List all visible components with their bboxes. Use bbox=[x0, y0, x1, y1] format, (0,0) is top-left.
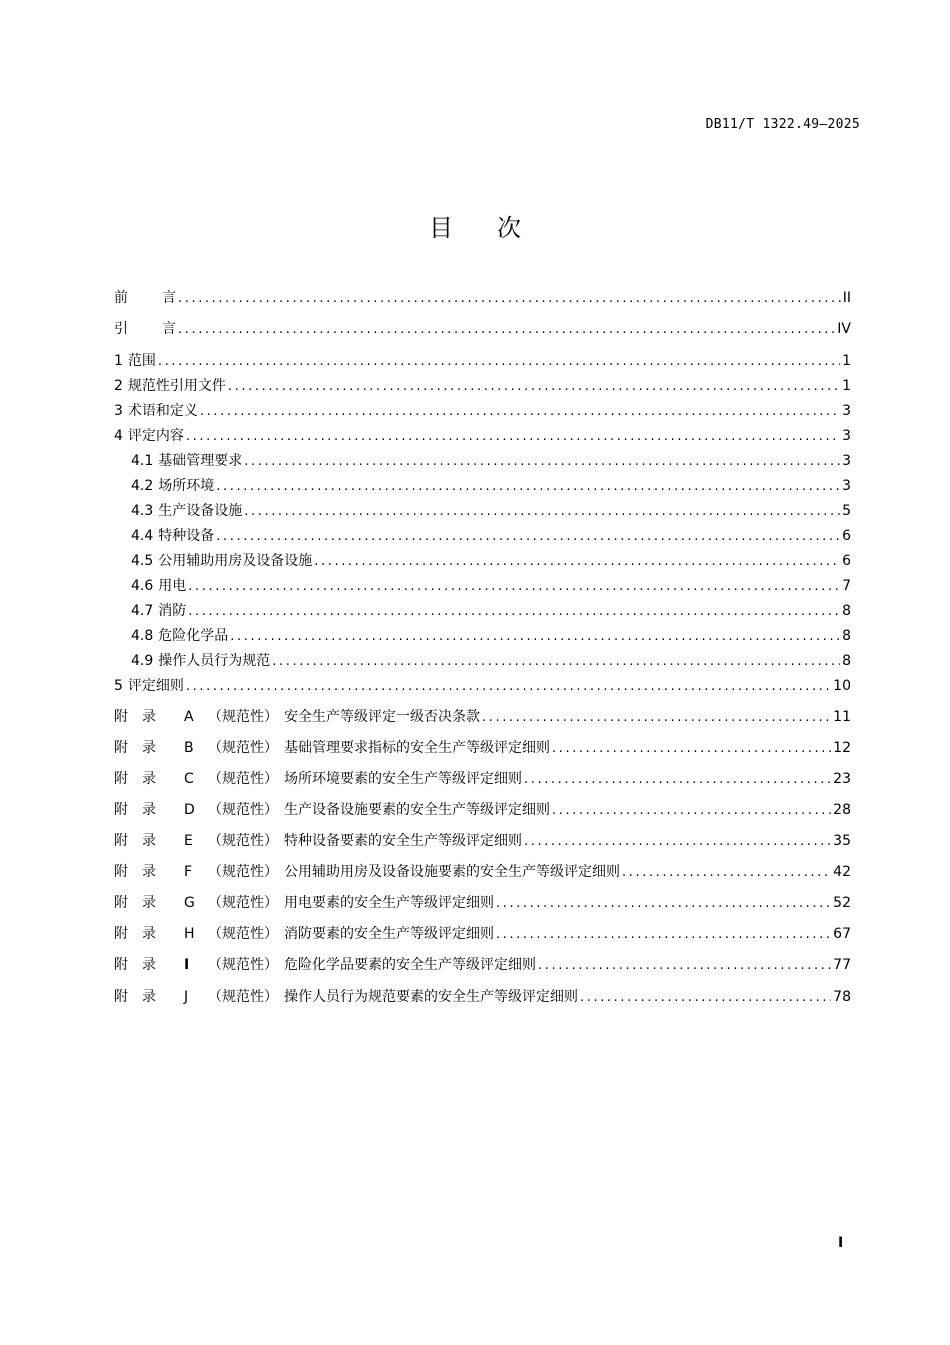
toc-page-number: 12 bbox=[833, 740, 851, 756]
toc-entry-title: 4.4 特种设备 bbox=[131, 528, 215, 544]
toc-entry-title: 引 言 bbox=[114, 321, 176, 337]
toc-entry-title: 4.5 公用辅助用房及设备设施 bbox=[131, 553, 313, 569]
toc-entry-title: 附 录 F （规范性） 公用辅助用房及设备设施要素的安全生产等级评定细则 bbox=[114, 864, 620, 880]
toc-page-number: 1 bbox=[842, 353, 851, 369]
toc-entry-appendix-b[interactable] bbox=[114, 737, 851, 759]
title-char-2: 次 bbox=[497, 214, 521, 242]
toc-page-number: 3 bbox=[842, 453, 851, 469]
page-footer-number: I bbox=[838, 1235, 844, 1251]
toc-page-number: 7 bbox=[842, 578, 851, 594]
toc-page-number: 52 bbox=[833, 895, 851, 911]
toc-entry-title: 4 评定内容 bbox=[114, 428, 184, 444]
toc-entry-title: 附 录 A （规范性） 安全生产等级评定一级否决条款 bbox=[114, 709, 480, 725]
toc-entry-section[interactable] bbox=[114, 425, 851, 447]
toc-entry-title: 附 录 C （规范性） 场所环境要素的安全生产等级评定细则 bbox=[114, 771, 522, 787]
toc-page-number: 35 bbox=[833, 833, 851, 849]
dot-leader bbox=[188, 601, 840, 623]
dot-leader bbox=[314, 551, 840, 573]
toc-entry-title: 附 录 J （规范性） 操作人员行为规范要素的安全生产等级评定细则 bbox=[114, 989, 578, 1005]
toc-entry-appendix-a[interactable] bbox=[114, 706, 851, 728]
toc-page-number: 11 bbox=[833, 709, 851, 725]
toc-page-number: 3 bbox=[842, 478, 851, 494]
toc-page-number: II bbox=[842, 290, 851, 306]
toc-page-number: 8 bbox=[842, 628, 851, 644]
toc-entry-subsection[interactable] bbox=[131, 525, 851, 547]
toc-entry-title: 附 录 D （规范性） 生产设备设施要素的安全生产等级评定细则 bbox=[114, 802, 550, 818]
toc-entry-title: 4.8 危险化学品 bbox=[131, 628, 229, 644]
toc-page-number: 8 bbox=[842, 603, 851, 619]
dot-leader bbox=[186, 676, 831, 698]
toc-entry-subsection[interactable] bbox=[131, 600, 851, 622]
toc-entry-title: 2 规范性引用文件 bbox=[114, 378, 226, 394]
dot-leader bbox=[524, 831, 831, 853]
toc-entry-subsection[interactable] bbox=[131, 575, 851, 597]
toc-page-number: IV bbox=[837, 321, 851, 337]
toc-page-number: 3 bbox=[842, 428, 851, 444]
toc-page-number: 1 bbox=[842, 378, 851, 394]
toc-entry-appendix-i[interactable] bbox=[114, 954, 851, 976]
toc-entry-subsection[interactable] bbox=[131, 475, 851, 497]
toc-entry-title: 3 术语和定义 bbox=[114, 403, 198, 419]
toc-entry-subsection[interactable] bbox=[131, 550, 851, 572]
toc-page-number: 28 bbox=[833, 802, 851, 818]
toc-entry-subsection[interactable] bbox=[131, 450, 851, 472]
toc-entry-appendix-h[interactable] bbox=[114, 923, 851, 945]
toc-entry-subsection[interactable] bbox=[131, 625, 851, 647]
toc-entry-subsection[interactable] bbox=[131, 650, 851, 672]
dot-leader bbox=[178, 319, 835, 341]
title-char-1: 目 bbox=[429, 214, 453, 242]
dot-leader bbox=[230, 626, 840, 648]
toc-entry-subsection[interactable] bbox=[131, 500, 851, 522]
dot-leader bbox=[186, 426, 840, 448]
toc-entry-section[interactable] bbox=[114, 375, 851, 397]
toc-page-number: 8 bbox=[842, 653, 851, 669]
dot-leader bbox=[228, 376, 840, 398]
toc-entry-title: 前 言 bbox=[114, 290, 176, 306]
toc-page-number: 78 bbox=[833, 989, 851, 1005]
toc-page-number: 6 bbox=[842, 528, 851, 544]
toc-page-number: 6 bbox=[842, 553, 851, 569]
toc-entry-appendix-j[interactable] bbox=[114, 986, 851, 1008]
toc-page-number: 5 bbox=[842, 503, 851, 519]
toc-entry-title: 4.3 生产设备设施 bbox=[131, 503, 243, 519]
toc-entry-introduction[interactable] bbox=[114, 318, 851, 340]
dot-leader bbox=[158, 351, 840, 373]
toc-entry-title: 4.1 基础管理要求 bbox=[131, 453, 243, 469]
toc-entry-title: 附 录 B （规范性） 基础管理要求指标的安全生产等级评定细则 bbox=[114, 740, 550, 756]
dot-leader bbox=[622, 862, 831, 884]
dot-leader bbox=[482, 707, 831, 729]
toc-entry-title: 附 录 E （规范性） 特种设备要素的安全生产等级评定细则 bbox=[114, 833, 522, 849]
toc-page-number: 42 bbox=[833, 864, 851, 880]
doc-number: DB11/T 1322.49—2025 bbox=[705, 117, 860, 132]
toc-entry-appendix-e[interactable] bbox=[114, 830, 851, 852]
toc-entry-title: 附 录 G （规范性） 用电要素的安全生产等级评定细则 bbox=[114, 895, 494, 911]
dot-leader bbox=[580, 987, 831, 1009]
dot-leader bbox=[524, 769, 831, 791]
dot-leader bbox=[552, 738, 831, 760]
dot-leader bbox=[552, 800, 831, 822]
toc-entry-title: 4.7 消防 bbox=[131, 603, 187, 619]
dot-leader bbox=[538, 955, 831, 977]
toc-entry-section[interactable] bbox=[114, 350, 851, 372]
toc-page-number: 3 bbox=[842, 403, 851, 419]
toc-entry-appendix-f[interactable] bbox=[114, 861, 851, 883]
toc-entry-title: 附 录 H （规范性） 消防要素的安全生产等级评定细则 bbox=[114, 926, 494, 942]
toc-entry-title: 4.2 场所环境 bbox=[131, 478, 215, 494]
dot-leader bbox=[216, 526, 840, 548]
dot-leader bbox=[200, 401, 840, 423]
dot-leader bbox=[244, 501, 840, 523]
toc-entry-section[interactable] bbox=[114, 400, 851, 422]
toc-entry-title: 附 录 I （规范性） 危险化学品要素的安全生产等级评定细则 bbox=[114, 957, 536, 973]
toc-entry-section[interactable] bbox=[114, 675, 851, 697]
dot-leader bbox=[496, 893, 831, 915]
dot-leader bbox=[244, 451, 840, 473]
toc-page-number: 23 bbox=[833, 771, 851, 787]
toc-entry-appendix-d[interactable] bbox=[114, 799, 851, 821]
dot-leader bbox=[272, 651, 840, 673]
dot-leader bbox=[496, 924, 831, 946]
toc-entry-appendix-g[interactable] bbox=[114, 892, 851, 914]
toc-page-number: 67 bbox=[833, 926, 851, 942]
page-title bbox=[0, 208, 950, 243]
dot-leader bbox=[216, 476, 840, 498]
toc-entry-title: 4.9 操作人员行为规范 bbox=[131, 653, 271, 669]
dot-leader bbox=[178, 288, 841, 310]
dot-leader bbox=[188, 576, 840, 598]
toc-entry-title: 1 范围 bbox=[114, 353, 156, 369]
toc-entry-appendix-c[interactable] bbox=[114, 768, 851, 790]
toc-page-number: 77 bbox=[833, 957, 851, 973]
toc-page-number: 10 bbox=[833, 678, 851, 694]
toc-entry-foreword[interactable] bbox=[114, 287, 851, 309]
toc-entry-title: 4.6 用电 bbox=[131, 578, 187, 594]
toc-entry-title: 5 评定细则 bbox=[114, 678, 184, 694]
